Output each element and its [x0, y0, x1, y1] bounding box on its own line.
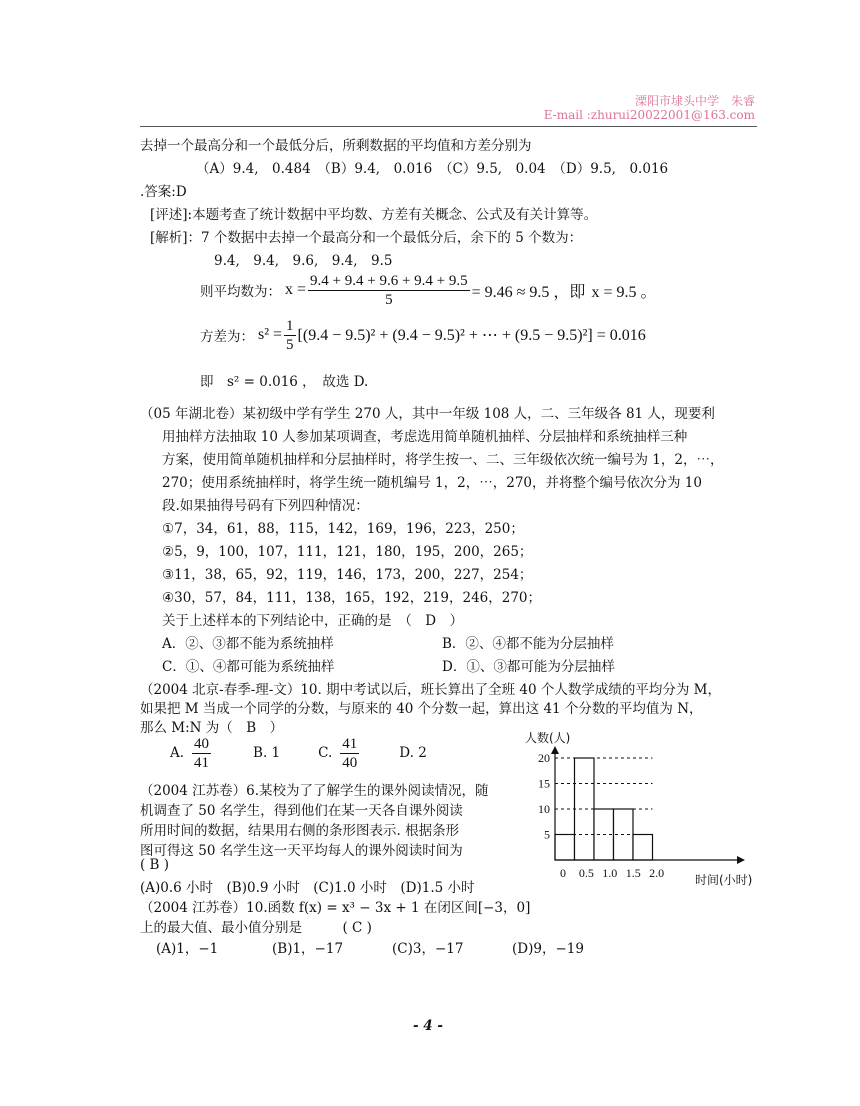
- q1-answer: .答案:D: [140, 184, 187, 200]
- q1-var-fraction: [284, 317, 296, 354]
- q3-option-a-denominator: 41: [194, 754, 210, 771]
- q3-line-1: （2004 北京-春季-理-文）10. 期中考试以后，班长算出了全班 40 个人数学成绩的平均分为 M，: [140, 682, 721, 698]
- x-tick-label: 1.0: [602, 866, 618, 880]
- q1-values: 9.4, 9.4, 9.6, 9.4, 9.5: [214, 253, 393, 269]
- q3-option-c-numerator: 41: [342, 735, 358, 752]
- q2-option-b: B．②、④都不能为分层抽样: [442, 636, 614, 652]
- q1-mean-rhs: = 9.46 ≈ 9.5 ，即: [471, 283, 586, 301]
- q2-line-3: 方案，使用简单随机抽样和分层抽样时，将学生按一、二、三年级依次统一编号为 1，2，⋯，: [162, 452, 724, 468]
- q1-mean-formula: [200, 270, 656, 310]
- q1-mean-fraction: [308, 272, 470, 309]
- q3-option-a-fraction: [192, 735, 211, 772]
- q1-conclusion: 即 s² = 0.016 ， 故选 D.: [200, 374, 369, 390]
- q4-line-3: 所用时间的数据，结果用右侧的条形图表示. 根据条形: [140, 823, 460, 839]
- reading-time-bar-chart: [525, 728, 765, 890]
- q4-options: (A)0.6 小时 (B)0.9 小时 (C)1.0 小时 (D)1.5 小时: [140, 880, 475, 896]
- q3-line-2: 如果把 M 当成一个同学的分数，与原来的 40 个分数一起，算出这 41 个分数的平均值为 N，: [140, 701, 703, 717]
- y-axis-arrow-icon: [551, 746, 559, 754]
- q3-option-b: B. 1: [253, 745, 281, 761]
- page-number: - 4 -: [413, 1018, 443, 1034]
- q5-option-b: (B)1，−17: [272, 941, 344, 957]
- q1-comment: [评述]:本题考查了统计数据中平均数、方差有关概念、公式及有关计算等。: [150, 207, 598, 223]
- x-axis-label: 时间(小时): [695, 873, 753, 887]
- q3-options: [170, 730, 427, 776]
- q4-line-1: （2004 江苏卷）6.某校为了了解学生的课外阅读情况，随: [140, 783, 489, 799]
- header-email: E-mail :zhurui20022001@163.com: [543, 108, 755, 122]
- q2-question: 关于上述样本的下列结论中，正确的是 （ D ）: [162, 613, 464, 629]
- q2-sample-3: ③11，38，65，92，119，146，173，200，227，254；: [162, 567, 533, 583]
- q5-line-1: （2004 江苏卷）10.函数 f(x) = x³ − 3x + 1 在闭区间[−3，0]: [140, 900, 531, 916]
- q2-line-5: 段.如果抽得号码有下列四种情况：: [162, 498, 369, 514]
- q2-option-a: A．②、③都不能为系统抽样: [162, 636, 334, 652]
- q4-line-4: 图可得这 50 名学生这一天平均每人的课外阅读时间为: [140, 843, 463, 859]
- q2-sample-4: ④30，57，84，111，138，165，192，219，246，270；: [162, 590, 542, 606]
- q1-var-rhs: [(9.4 − 9.5)² + (9.4 − 9.5)² + ⋯ + (9.5 − 9.5)²] = 0.016: [297, 327, 646, 344]
- q3-option-a-numerator: 40: [194, 735, 210, 752]
- q1-mean-label: 则平均数为：: [200, 284, 281, 300]
- q1-variance-formula: [200, 314, 646, 356]
- q1-mean-final: x = 9.5 。: [591, 283, 657, 301]
- q4-line-5: ( B ): [140, 857, 170, 873]
- q1-mean-numerator: 9.4 + 9.4 + 9.6 + 9.4 + 9.5: [310, 272, 468, 289]
- q3-line-3: 那么 M:N 为（ B ）: [140, 720, 284, 736]
- q4-line-2: 机调查了 50 名学生，得到他们在某一天各自课外阅读: [140, 803, 463, 819]
- y-tick-label: 5: [544, 827, 550, 842]
- q2-option-d: D．①、③都可能为分层抽样: [442, 659, 615, 675]
- q2-option-c: C．①、④都可能为系统抽样: [162, 659, 335, 675]
- q5-line-2: 上的最大值、最小值分别是 ( C ): [140, 920, 372, 936]
- bar-0: [555, 835, 575, 861]
- q2-line-4: 270；使用系统抽样时，将学生统一随机编号 1，2，⋯，270，并将整个编号依次分为 10: [162, 475, 702, 491]
- q3-option-d: D. 2: [399, 745, 427, 761]
- x-tick-label: 0.5: [578, 866, 594, 880]
- q2-sample-1: ①7，34，61，88，115，142，169，196，223，250；: [162, 521, 524, 537]
- q2-line-2: 用抽样方法抽取 10 人参加某项调查，考虑选用简单随机抽样、分层抽样和系统抽样三种: [162, 429, 688, 445]
- q1-var-label: 方差为：: [200, 329, 254, 345]
- bar-4: [633, 835, 653, 861]
- q1-stem: 去掉一个最高分和一个最低分后，所剩数据的平均值和方差分别为: [140, 138, 532, 154]
- q2-line-1: （05 年湖北卷）某初级中学有学生 270 人，其中一年级 108 人，二、三年级各 81 人，现要利: [140, 406, 715, 422]
- x-axis-arrow-icon: [737, 856, 745, 864]
- q3-option-c-label: C.: [318, 745, 333, 761]
- q3-option-a-label: A.: [170, 745, 185, 761]
- q1-analysis: [解析]：7 个数据中去掉一个最高分和一个最低分后，余下的 5 个数为：: [150, 230, 583, 246]
- q5-option-a: (A)1，−1: [156, 941, 219, 957]
- q1-var-lhs: s² =: [258, 326, 283, 343]
- y-tick-label: 15: [538, 776, 550, 791]
- q2-sample-2: ②5，9，100，107，111，121，180，195，200，265；: [162, 544, 533, 560]
- x-tick-label: 1.5: [625, 866, 641, 880]
- y-tick-label: 20: [538, 751, 550, 765]
- q5-option-c: (C)3，−17: [392, 941, 464, 957]
- x-tick-label: 2.0: [649, 866, 665, 880]
- q3-option-c-denominator: 40: [342, 754, 358, 771]
- q1-mean-lhs: x =: [285, 281, 307, 298]
- header-school: 溧阳市埭头中学 朱睿: [634, 94, 755, 108]
- q1-var-numerator: 1: [286, 317, 294, 334]
- x-tick-label: 0: [560, 866, 566, 880]
- q1-options: （A）9.4, 0.484 （B）9.4, 0.016 （C）9.5, 0.04 （D）9.5, 0.016: [196, 161, 669, 177]
- q3-option-c-fraction: [340, 735, 359, 772]
- y-tick-label: 10: [538, 802, 550, 816]
- y-axis-label: 人数(人): [525, 731, 571, 745]
- q5-option-d: (D)9，−19: [512, 941, 584, 957]
- q1-var-denominator: 5: [286, 336, 294, 353]
- q1-mean-denominator: 5: [385, 291, 393, 308]
- header-rule: [140, 126, 757, 127]
